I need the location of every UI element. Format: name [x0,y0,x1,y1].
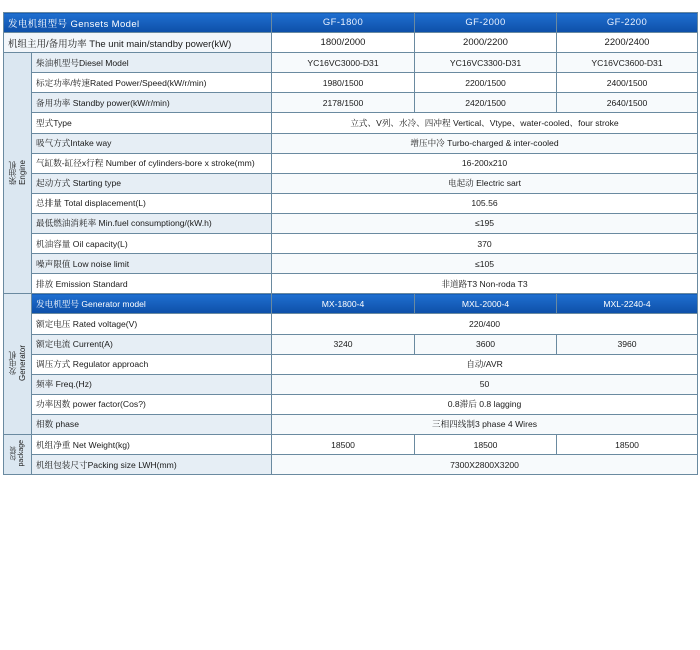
rated-power-value: 1980/1500 [272,73,415,93]
rated-power-row [4,73,698,93]
intake-label: 吸气方式Intake way [32,133,272,153]
generator-model-value: MXL-2000-4 [415,294,557,314]
weight-row [4,434,698,454]
generator-model-value: MXL-2240-4 [557,294,698,314]
spec-table [3,12,698,475]
oil-value: 370 [272,234,698,254]
standby-power-label: 备用功率 Standby power(kW/r/min) [32,93,272,113]
weight-value: 18500 [415,434,557,454]
packing-size-label: 机组包装尺寸Packing size LWH(mm) [32,455,272,475]
voltage-label: 额定电压 Rated voltage(V) [32,314,272,334]
current-row [4,334,698,354]
phase-row [4,414,698,434]
phase-value: 三相四线制3 phase 4 Wires [272,414,698,434]
type-label: 型式Type [32,113,272,133]
header-title: 发电机组型号 Gensets Model [4,13,272,33]
header-row [4,13,698,33]
generator-section-label: 发电机 Generator [4,294,32,435]
weight-value: 18500 [272,434,415,454]
standby-power-value: 2178/1500 [272,93,415,113]
fuel-label: 最低燃油消耗率 Min.fuel consumptiong/(kW.h) [32,213,272,233]
emission-value: 非道路T3 Non-roda T3 [272,274,698,294]
engine-model-value: YC16VC3000-D31 [272,53,415,73]
regulator-row [4,354,698,374]
type-row [4,113,698,133]
emission-label: 排放 Emission Standard [32,274,272,294]
displacement-label: 总排量 Total displacement(L) [32,193,272,213]
intake-value: 增压中冷 Turbo-charged & inter-cooled [272,133,698,153]
displacement-row [4,193,698,213]
cylinders-value: 16-200x210 [272,153,698,173]
generator-model-label: 发电机型号 Generator model [32,294,272,314]
noise-value: ≤105 [272,254,698,274]
power-value: 2000/2200 [415,33,557,53]
package-section-label: 包装 package [4,434,32,474]
type-value: 立式、V列、水冷、四冲程 Vertical、Vtype、water-cooled、four stroke [272,113,698,133]
starting-label: 起动方式 Starting type [32,173,272,193]
voltage-row [4,314,698,334]
oil-row [4,234,698,254]
model-gf-1800: GF-1800 [272,13,415,33]
freq-row [4,374,698,394]
displacement-value: 105.56 [272,193,698,213]
starting-value: 电起动 Electric sart [272,173,698,193]
power-value: 1800/2000 [272,33,415,53]
standby-power-value: 2640/1500 [557,93,698,113]
phase-label: 相数 phase [32,414,272,434]
engine-section-label: 柴油机 Engine [4,53,32,294]
current-value: 3600 [415,334,557,354]
freq-label: 频率 Freq.(Hz) [32,374,272,394]
noise-row [4,254,698,274]
fuel-row [4,213,698,233]
voltage-value: 220/400 [272,314,698,334]
current-label: 额定电流 Current(A) [32,334,272,354]
standby-power-value: 2420/1500 [415,93,557,113]
rated-power-label: 标定功率/转速Rated Power/Speed(kW/r/min) [32,73,272,93]
power-factor-value: 0.8滞后 0.8 lagging [272,394,698,414]
generator-model-row [4,294,698,314]
power-label: 机组主用/备用功率 The unit main/standby power(kW) [4,33,272,53]
packing-size-value: 7300X2800X3200 [272,455,698,475]
engine-model-value: YC16VC3300-D31 [415,53,557,73]
power-factor-row [4,394,698,414]
rated-power-value: 2200/1500 [415,73,557,93]
rated-power-value: 2400/1500 [557,73,698,93]
emission-row [4,274,698,294]
engine-model-value: YC16VC3600-D31 [557,53,698,73]
standby-power-row [4,93,698,113]
noise-label: 噪声限值 Low noise limit [32,254,272,274]
current-value: 3240 [272,334,415,354]
power-value: 2200/2400 [557,33,698,53]
engine-model-row [4,53,698,73]
regulator-label: 调压方式 Regulator approach [32,354,272,374]
intake-row [4,133,698,153]
spec-sheet [3,12,697,475]
cylinders-label: 气缸数-缸径x行程 Number of cylinders-bore x stroke(mm) [32,153,272,173]
model-gf-2000: GF-2000 [415,13,557,33]
power-factor-label: 功率因数 power factor(Cos?) [32,394,272,414]
generator-model-value: MX-1800-4 [272,294,415,314]
cylinders-row [4,153,698,173]
current-value: 3960 [557,334,698,354]
power-row [4,33,698,53]
model-gf-2200: GF-2200 [557,13,698,33]
regulator-value: 自动/AVR [272,354,698,374]
weight-value: 18500 [557,434,698,454]
freq-value: 50 [272,374,698,394]
fuel-value: ≤195 [272,213,698,233]
engine-model-label: 柴油机型号Diesel Model [32,53,272,73]
starting-row [4,173,698,193]
weight-label: 机组净重 Net Weight(kg) [32,434,272,454]
oil-label: 机油容量 Oil capacity(L) [32,234,272,254]
packing-size-row [4,455,698,475]
